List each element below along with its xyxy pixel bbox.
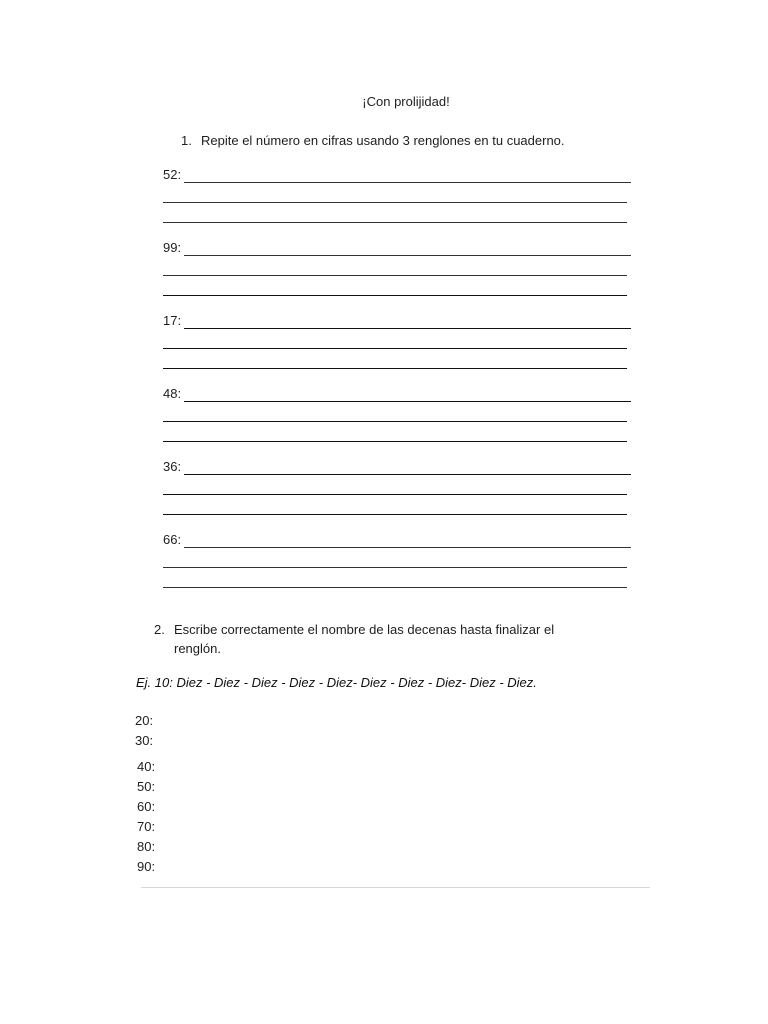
writing-line (163, 348, 627, 349)
decena-label: 90: (137, 859, 156, 874)
instruction-1 (181, 131, 565, 150)
instruction-1-text: Repite el número en cifras usando 3 renglones en tu cuaderno. (201, 133, 565, 148)
writing-line (163, 368, 627, 369)
decena-label: 60: (137, 799, 156, 814)
decena-label: 80: (137, 839, 156, 854)
instruction-2-line2: renglón. (174, 641, 221, 656)
writing-line (163, 421, 627, 422)
number-label: 99: (163, 240, 182, 255)
number-block-36 (163, 460, 631, 520)
decena-label: 70: (137, 819, 156, 834)
instruction-2 (154, 620, 624, 658)
writing-line (163, 587, 627, 588)
number-label: 52: (163, 167, 182, 182)
instruction-2-line1: Escribe correctamente el nombre de las decenas hasta finalizar el (174, 622, 555, 637)
decena-label: 30: (135, 733, 154, 748)
example-line: Ej. 10: Diez - Diez - Diez - Diez - Diez- Diez - Diez - Diez- Diez - Diez. (136, 675, 537, 690)
writing-line (163, 222, 627, 223)
writing-line (163, 295, 627, 296)
number-label: 36: (163, 459, 182, 474)
number-block-99 (163, 241, 631, 301)
decena-label: 50: (137, 779, 156, 794)
decena-label: 20: (135, 713, 154, 728)
number-block-17 (163, 314, 631, 374)
writing-line (163, 514, 627, 515)
writing-line (163, 567, 627, 568)
writing-line (163, 494, 627, 495)
writing-line (163, 275, 627, 276)
writing-line (184, 474, 631, 475)
writing-line (184, 328, 631, 329)
number-block-66 (163, 533, 631, 593)
writing-line (184, 547, 631, 548)
number-block-48 (163, 387, 631, 447)
writing-line (163, 441, 627, 442)
writing-line (184, 255, 631, 256)
decenas-list-b (137, 757, 155, 877)
writing-line (184, 401, 631, 402)
writing-line (163, 202, 627, 203)
writing-line (184, 182, 631, 183)
page-bottom-divider (141, 887, 650, 888)
number-label: 66: (163, 532, 182, 547)
instruction-2-number: 2. (154, 622, 165, 637)
instruction-1-number: 1. (181, 133, 192, 148)
page-title: ¡Con prolijidad! (362, 94, 450, 109)
decena-label: 40: (137, 759, 156, 774)
decenas-list-a (135, 711, 153, 751)
number-label: 17: (163, 313, 182, 328)
number-label: 48: (163, 386, 182, 401)
number-block-52 (163, 168, 631, 228)
